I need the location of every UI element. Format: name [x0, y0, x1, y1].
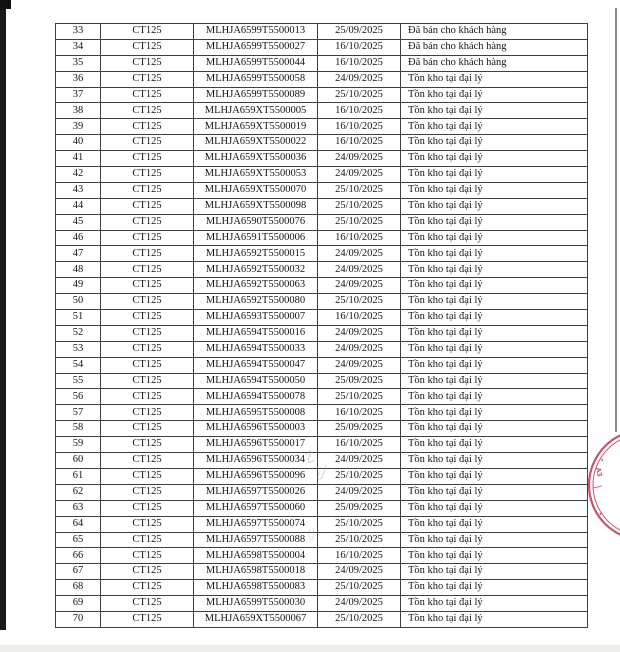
table-row: [56, 611, 588, 627]
status-cell: Tồn kho tại đại lý: [401, 373, 588, 389]
vin-cell: MLHJA659XT5500070: [194, 182, 318, 198]
table-row: [56, 421, 588, 437]
row-number-cell: 53: [56, 341, 101, 357]
status-cell: Tồn kho tại đại lý: [401, 325, 588, 341]
date-cell: 24/09/2025: [318, 151, 401, 167]
date-cell: 25/09/2025: [318, 421, 401, 437]
date-cell: 16/10/2025: [318, 230, 401, 246]
date-cell: 24/09/2025: [318, 453, 401, 469]
date-cell: 16/10/2025: [318, 548, 401, 564]
model-cell: CT125: [101, 87, 194, 103]
model-cell: CT125: [101, 516, 194, 532]
table-row: [56, 103, 588, 119]
model-cell: CT125: [101, 135, 194, 151]
scan-corner-mark: [0, 0, 11, 9]
row-number-cell: 57: [56, 405, 101, 421]
row-number-cell: 54: [56, 357, 101, 373]
vin-cell: MLHJA6598T5500018: [194, 564, 318, 580]
vin-cell: MLHJA6596T5500096: [194, 468, 318, 484]
row-number-cell: 67: [56, 564, 101, 580]
date-cell: 25/09/2025: [318, 373, 401, 389]
status-cell: Tồn kho tại đại lý: [401, 468, 588, 484]
table-row: [56, 182, 588, 198]
date-cell: 24/09/2025: [318, 262, 401, 278]
status-cell: Tồn kho tại đại lý: [401, 389, 588, 405]
row-number-cell: 64: [56, 516, 101, 532]
model-cell: CT125: [101, 564, 194, 580]
vehicle-table-body: [56, 24, 588, 628]
seal-label: A3: [594, 466, 603, 478]
row-number-cell: 69: [56, 596, 101, 612]
model-cell: CT125: [101, 310, 194, 326]
table-row: [56, 500, 588, 516]
date-cell: 25/09/2025: [318, 24, 401, 40]
table-row: [56, 437, 588, 453]
status-cell: Tồn kho tại đại lý: [401, 596, 588, 612]
table-row: [56, 167, 588, 183]
date-cell: 24/09/2025: [318, 71, 401, 87]
table-row: [56, 55, 588, 71]
date-cell: 25/10/2025: [318, 198, 401, 214]
vin-cell: MLHJA6599T5500089: [194, 87, 318, 103]
table-row: [56, 151, 588, 167]
table-row: [56, 294, 588, 310]
model-cell: CT125: [101, 39, 194, 55]
vin-cell: MLHJA659XT5500022: [194, 135, 318, 151]
status-cell: Tồn kho tại đại lý: [401, 294, 588, 310]
page-edge-line: [615, 8, 617, 432]
model-cell: CT125: [101, 246, 194, 262]
vehicle-inventory-table: [55, 23, 588, 628]
row-number-cell: 41: [56, 151, 101, 167]
table-row: [56, 564, 588, 580]
model-cell: CT125: [101, 453, 194, 469]
model-cell: CT125: [101, 468, 194, 484]
vin-cell: MLHJA6591T5500006: [194, 230, 318, 246]
table-row: [56, 341, 588, 357]
date-cell: 16/10/2025: [318, 39, 401, 55]
status-cell: Tồn kho tại đại lý: [401, 516, 588, 532]
table-row: [56, 596, 588, 612]
vin-cell: MLHJA6592T5500032: [194, 262, 318, 278]
model-cell: CT125: [101, 405, 194, 421]
model-cell: CT125: [101, 341, 194, 357]
table-row: [56, 405, 588, 421]
status-cell: Tồn kho tại đại lý: [401, 357, 588, 373]
row-number-cell: 61: [56, 468, 101, 484]
date-cell: 24/09/2025: [318, 357, 401, 373]
status-cell: Tồn kho tại đại lý: [401, 151, 588, 167]
date-cell: 24/09/2025: [318, 246, 401, 262]
status-cell: Tồn kho tại đại lý: [401, 611, 588, 627]
date-cell: 24/09/2025: [318, 325, 401, 341]
seal-small-text-mark: [593, 486, 602, 488]
row-number-cell: 66: [56, 548, 101, 564]
row-number-cell: 59: [56, 437, 101, 453]
row-number-cell: 70: [56, 611, 101, 627]
status-cell: Tồn kho tại đại lý: [401, 87, 588, 103]
model-cell: CT125: [101, 325, 194, 341]
seal-star-top-icon: *: [597, 458, 604, 463]
status-cell: Đã bán cho khách hàng: [401, 39, 588, 55]
status-cell: Tồn kho tại đại lý: [401, 405, 588, 421]
model-cell: CT125: [101, 71, 194, 87]
vin-cell: MLHJA6598T5500083: [194, 580, 318, 596]
status-cell: Đã bán cho khách hàng: [401, 24, 588, 40]
model-cell: CT125: [101, 373, 194, 389]
status-cell: Tồn kho tại đại lý: [401, 230, 588, 246]
status-cell: Tồn kho tại đại lý: [401, 182, 588, 198]
vin-cell: MLHJA6599T5500013: [194, 24, 318, 40]
status-cell: Tồn kho tại đại lý: [401, 580, 588, 596]
date-cell: 25/10/2025: [318, 389, 401, 405]
table-row: [56, 325, 588, 341]
date-cell: 25/10/2025: [318, 468, 401, 484]
row-number-cell: 55: [56, 373, 101, 389]
vin-cell: MLHJA6596T5500034: [194, 453, 318, 469]
model-cell: CT125: [101, 532, 194, 548]
row-number-cell: 36: [56, 71, 101, 87]
scan-edge-bar: [0, 0, 6, 630]
row-number-cell: 47: [56, 246, 101, 262]
vin-cell: MLHJA6597T5500088: [194, 532, 318, 548]
row-number-cell: 49: [56, 278, 101, 294]
row-number-cell: 44: [56, 198, 101, 214]
status-cell: Tồn kho tại đại lý: [401, 119, 588, 135]
date-cell: 16/10/2025: [318, 437, 401, 453]
model-cell: CT125: [101, 262, 194, 278]
vin-cell: MLHJA6599T5500027: [194, 39, 318, 55]
vin-cell: MLHJA6594T5500047: [194, 357, 318, 373]
row-number-cell: 42: [56, 167, 101, 183]
status-cell: Tồn kho tại đại lý: [401, 71, 588, 87]
row-number-cell: 37: [56, 87, 101, 103]
vin-cell: MLHJA6595T5500008: [194, 405, 318, 421]
date-cell: 25/10/2025: [318, 87, 401, 103]
model-cell: CT125: [101, 55, 194, 71]
status-cell: Tồn kho tại đại lý: [401, 103, 588, 119]
table-row: [56, 230, 588, 246]
table-row: [56, 214, 588, 230]
vin-cell: MLHJA6594T5500016: [194, 325, 318, 341]
model-cell: CT125: [101, 580, 194, 596]
row-number-cell: 38: [56, 103, 101, 119]
status-cell: Tồn kho tại đại lý: [401, 278, 588, 294]
scan-bottom-shade: [0, 645, 620, 652]
model-cell: CT125: [101, 198, 194, 214]
status-cell: Tồn kho tại đại lý: [401, 198, 588, 214]
table-row: [56, 389, 588, 405]
date-cell: 24/09/2025: [318, 484, 401, 500]
table-row: [56, 246, 588, 262]
vin-cell: MLHJA6596T5500017: [194, 437, 318, 453]
table-row: [56, 548, 588, 564]
row-number-cell: 51: [56, 310, 101, 326]
status-cell: Tồn kho tại đại lý: [401, 341, 588, 357]
vin-cell: MLHJA6592T5500080: [194, 294, 318, 310]
date-cell: 16/10/2025: [318, 119, 401, 135]
model-cell: CT125: [101, 500, 194, 516]
row-number-cell: 62: [56, 484, 101, 500]
model-cell: CT125: [101, 278, 194, 294]
model-cell: CT125: [101, 421, 194, 437]
table-row: [56, 39, 588, 55]
date-cell: 16/10/2025: [318, 103, 401, 119]
model-cell: CT125: [101, 230, 194, 246]
status-cell: Tồn kho tại đại lý: [401, 484, 588, 500]
row-number-cell: 63: [56, 500, 101, 516]
vin-cell: MLHJA6599T5500058: [194, 71, 318, 87]
row-number-cell: 39: [56, 119, 101, 135]
row-number-cell: 68: [56, 580, 101, 596]
date-cell: 25/10/2025: [318, 532, 401, 548]
status-cell: Tồn kho tại đại lý: [401, 214, 588, 230]
status-cell: Tồn kho tại đại lý: [401, 421, 588, 437]
vin-cell: MLHJA6599T5500030: [194, 596, 318, 612]
row-number-cell: 65: [56, 532, 101, 548]
model-cell: CT125: [101, 484, 194, 500]
model-cell: CT125: [101, 182, 194, 198]
table-row: [56, 357, 588, 373]
vin-cell: MLHJA6597T5500060: [194, 500, 318, 516]
model-cell: CT125: [101, 214, 194, 230]
row-number-cell: 35: [56, 55, 101, 71]
date-cell: 16/10/2025: [318, 135, 401, 151]
status-cell: Tồn kho tại đại lý: [401, 310, 588, 326]
date-cell: 25/10/2025: [318, 294, 401, 310]
table-row: [56, 484, 588, 500]
table-row: [56, 198, 588, 214]
status-cell: Đã bán cho khách hàng: [401, 55, 588, 71]
table-row: [56, 516, 588, 532]
date-cell: 16/10/2025: [318, 55, 401, 71]
row-number-cell: 34: [56, 39, 101, 55]
vin-cell: MLHJA6597T5500074: [194, 516, 318, 532]
model-cell: CT125: [101, 294, 194, 310]
date-cell: 24/09/2025: [318, 564, 401, 580]
status-cell: Tồn kho tại đại lý: [401, 453, 588, 469]
table-row: [56, 278, 588, 294]
row-number-cell: 50: [56, 294, 101, 310]
date-cell: 24/09/2025: [318, 341, 401, 357]
date-cell: 25/10/2025: [318, 580, 401, 596]
vin-cell: MLHJA6596T5500003: [194, 421, 318, 437]
vin-cell: MLHJA6592T5500063: [194, 278, 318, 294]
status-cell: Tồn kho tại đại lý: [401, 500, 588, 516]
model-cell: CT125: [101, 611, 194, 627]
vin-cell: MLHJA659XT5500067: [194, 611, 318, 627]
vin-cell: MLHJA6594T5500033: [194, 341, 318, 357]
seal-star-bottom-icon: *: [595, 511, 602, 516]
vin-cell: MLHJA6594T5500050: [194, 373, 318, 389]
table-row: [56, 580, 588, 596]
table-row: [56, 310, 588, 326]
table-row: [56, 71, 588, 87]
model-cell: CT125: [101, 24, 194, 40]
vin-cell: MLHJA6593T5500007: [194, 310, 318, 326]
row-number-cell: 52: [56, 325, 101, 341]
table-row: [56, 262, 588, 278]
date-cell: 25/10/2025: [318, 611, 401, 627]
row-number-cell: 46: [56, 230, 101, 246]
status-cell: Tồn kho tại đại lý: [401, 437, 588, 453]
status-cell: Tồn kho tại đại lý: [401, 532, 588, 548]
status-cell: Tồn kho tại đại lý: [401, 262, 588, 278]
vin-cell: MLHJA6592T5500015: [194, 246, 318, 262]
date-cell: 25/10/2025: [318, 182, 401, 198]
status-cell: Tồn kho tại đại lý: [401, 135, 588, 151]
row-number-cell: 60: [56, 453, 101, 469]
model-cell: CT125: [101, 437, 194, 453]
vin-cell: MLHJA6590T5500076: [194, 214, 318, 230]
model-cell: CT125: [101, 596, 194, 612]
model-cell: CT125: [101, 357, 194, 373]
table-row: [56, 87, 588, 103]
date-cell: 24/09/2025: [318, 596, 401, 612]
date-cell: 16/10/2025: [318, 405, 401, 421]
row-number-cell: 58: [56, 421, 101, 437]
table-row: [56, 468, 588, 484]
row-number-cell: 33: [56, 24, 101, 40]
table-row: [56, 453, 588, 469]
table-row: [56, 135, 588, 151]
model-cell: CT125: [101, 119, 194, 135]
vin-cell: MLHJA659XT5500019: [194, 119, 318, 135]
vin-cell: MLHJA6598T5500004: [194, 548, 318, 564]
table-row: [56, 24, 588, 40]
date-cell: 25/10/2025: [318, 214, 401, 230]
status-cell: Tồn kho tại đại lý: [401, 564, 588, 580]
date-cell: 25/09/2025: [318, 500, 401, 516]
model-cell: CT125: [101, 548, 194, 564]
model-cell: CT125: [101, 151, 194, 167]
row-number-cell: 40: [56, 135, 101, 151]
status-cell: Tồn kho tại đại lý: [401, 246, 588, 262]
vin-cell: MLHJA659XT5500098: [194, 198, 318, 214]
vin-cell: MLHJA659XT5500036: [194, 151, 318, 167]
vin-cell: MLHJA6599T5500044: [194, 55, 318, 71]
date-cell: 16/10/2025: [318, 310, 401, 326]
vin-cell: MLHJA6597T5500026: [194, 484, 318, 500]
date-cell: 24/09/2025: [318, 167, 401, 183]
status-cell: Tồn kho tại đại lý: [401, 167, 588, 183]
vin-cell: MLHJA659XT5500005: [194, 103, 318, 119]
table-row: [56, 119, 588, 135]
date-cell: 25/10/2025: [318, 516, 401, 532]
date-cell: 24/09/2025: [318, 278, 401, 294]
vin-cell: MLHJA6594T5500078: [194, 389, 318, 405]
row-number-cell: 56: [56, 389, 101, 405]
row-number-cell: 48: [56, 262, 101, 278]
model-cell: CT125: [101, 389, 194, 405]
row-number-cell: 43: [56, 182, 101, 198]
table-row: [56, 373, 588, 389]
row-number-cell: 45: [56, 214, 101, 230]
model-cell: CT125: [101, 167, 194, 183]
model-cell: CT125: [101, 103, 194, 119]
status-cell: Tồn kho tại đại lý: [401, 548, 588, 564]
table-row: [56, 532, 588, 548]
vin-cell: MLHJA659XT5500053: [194, 167, 318, 183]
